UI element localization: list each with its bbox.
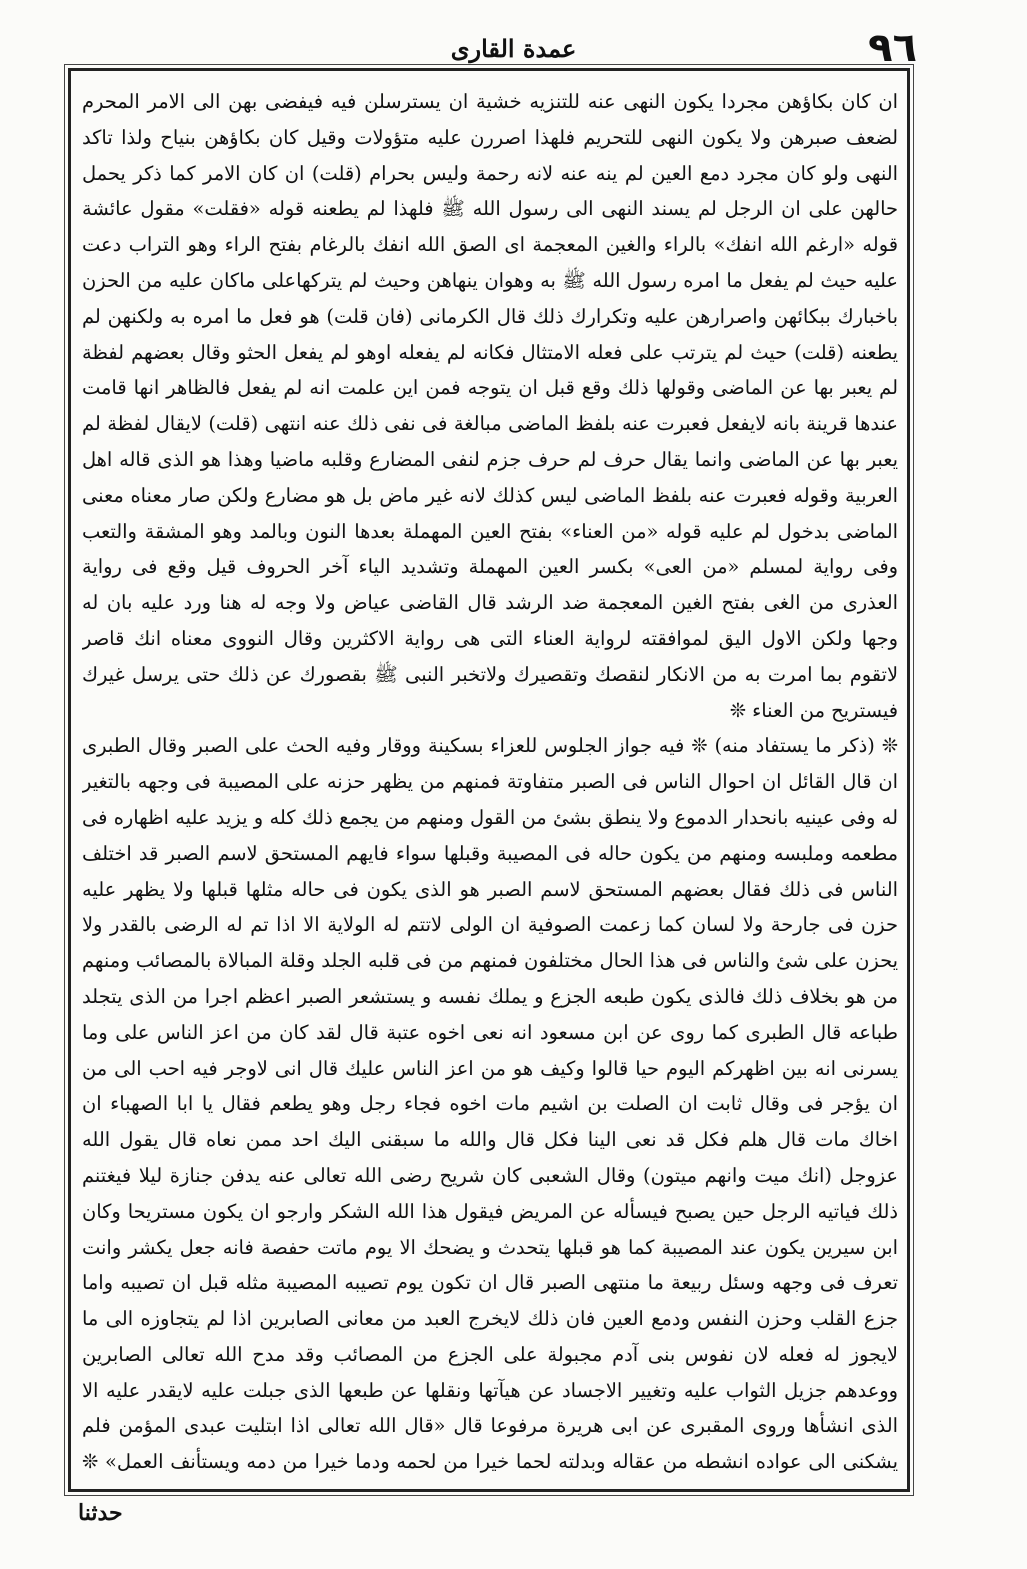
commentary-text-block <box>82 84 898 1482</box>
benefits-paragraph: ❊ (ذكر ما يستفاد منه) ❊ فيه جواز الجلوس للعزاء بسكينة ووقار وفيه الحث على الصبر وقال الطبرى ان قال القائل ان احوال الناس فى الصبر متفاوتة فمنهم من يظهر حزنه على المصيبة فى وجهه بالتغير له وفى عينيه بانحدار الدموع ولا ينطق بشئ من القول ومنهم من يجمع ذلك كله و يزيد عليه اظهاره فى مطعمه وملبسه ومنهم من يكون حاله فى المصيبة وقبلها سواء فايهم المستحق لاسم الصبر قد اختلف الناس فى ذلك فقال بعضهم المستحق لاسم الصبر هو الذى يكون فى حاله مثلها قبلها ولا يظهر عليه حزن فى جارحة ولا لسان كما زعمت الصوفية ان الولى لاتتم له الولاية الا اذا تم له الرضى بالقدر ولا يحزن على شئ والناس فى هذا الحال مختلفون فمنهم من فى قلبه الجلد وقلة المبالاة بالمصائب ومنهم من هو بخلاف ذلك فالذى يكون طبعه الجزع و يملك نفسه و يستشعر الصبر اعظم اجرا من الذى يتجلد طباعه قال الطبرى كما روى عن ابن مسعود انه نعى اخوه عتبة قال لقد كان من اعز الناس على وما يسرنى انه بين اظهركم اليوم حيا قالوا وكيف هو من اعز الناس عليك قال انى لاوجر فيه احب الى من ان يؤجر فى وقال ثابت ان الصلت بن اشيم مات اخوه فجاء رجل وهو يطعم فقال يا ابا الصهباء ان اخاك مات قال هلم فكل قد نعى الينا فكل قال والله ما سبقنى اليك احد ممن نعاه قال يقول الله عزوجل (انك ميت وانهم ميتون) وقال الشعبى كان شريح رضى الله تعالى عنه يدفن جنازة ليلا فيغتنم ذلك فياتيه الرجل حين يصبح فيسأله عن المريض فيقول هذا الله الشكر وارجو ان يكون مستريحا وكان ابن سيرين يكون عند المصيبة كما هو قبلها يتحدث و يضحك الا يوم ماتت حفصة فانه جعل يكشر وانت تعرف فى وجهه وسئل ربيعة ما منتهى الصبر قال ان تكون يوم تصيبه المصيبة مثله قبل ان تصيبه واما جزع القلب وحزن النفس ودمع العين فان ذلك لايخرج العبد من معانى الصابرين اذا لم يتجاوزه الى ما لايجوز له فعله لان نفوس بنى آدم مجبولة على الجزع من المصائب وقد مدح الله تعالى الصابرين ووعدهم جزيل الثواب عليه وتغيير الاجساد عن هيآتها ونقلها عن طبعها الذى جبلت عليه لايقدر عليه الا الذى انشأها وروى المقبرى عن ابى هريرة مرفوعا قال «قال الله تعالى اذا ابتليت عبدى المؤمن فلم يشكنى الى عواده انشطه من عقاله وبدلته لحما خيرا من لحمه ودما خيرا من دمه ويستأنف العمل» ❊ <box>82 734 898 1474</box>
page-header <box>0 18 1027 70</box>
catchword: حدثنا <box>78 1500 123 1526</box>
page-number: ٩٦ <box>868 25 917 71</box>
commentary-paragraph: ان كان بكاؤهن مجردا يكون النهى عنه للتنزيه خشية ان يسترسلن فيه فيفضى بهن الى الامر المحرم لضعف صبرهن ولا يكون النهى للتحريم فلهذا اصررن عليه متؤولات وقيل كان بكاؤهن بنياح ولذا تاكد النهى ولو كان مجرد دمع العين لم ينه عنه لانه رحمة وليس بحرام (قلت) ان كان الامر كما ذكر يحمل حالهن على ان الرجل لم يسند النهى الى رسول الله ﷺ فلهذا لم يطعنه قوله «فقلت» مقول عائشة قوله «ارغم الله انفك» بالراء والغين المعجمة اى الصق الله انفك بالرغام بفتح الراء وهو التراب دعت عليه حيث لم يفعل ما امره رسول الله ﷺ به وهوان ينهاهن وحيث لم يتركهاعلى ماكان عليه من الحزن باخبارك ببكائهن واصرارهن عليه وتكرارك ذلك قال الكرمانى (فان قلت) هو فعل ما امره به ولكنهن لم يطعنه (قلت) حيث لم يترتب على فعله الامتثال فكانه لم يفعله اوهو لم يفعل الحثو وقال بعضهم لفظة لم يعبر بها عن الماضى وقولها ذلك وقع قبل ان يتوجه فمن اين علمت انه لم يفعل فالظاهر انها قامت عندها قرينة بانه لايفعل فعبرت عنه بلفظ الماضى مبالغة فى نفى ذلك عنه انتهى (قلت) لايقال لفظة لم يعبر بها عن الماضى وانما يقال حرف لم حرف جزم لنفى المضارع وقلبه ماضيا وهذا هو الذى قاله اهل العربية وقوله فعبرت عنه بلفظ الماضى ليس كذلك لانه غير ماض بل هو مضارع ولكن صار معناه معنى الماضى بدخول لم عليه قوله «من العناء» بفتح العين المهملة بعدها النون وبالمد وهو المشقة والتعب وفى رواية لمسلم «من العى» بكسر العين المهملة وتشديد الياء آخر الحروف قيل وقع فى رواية العذرى من الغى بفتح الغين المعجمة ضد الرشد قال القاضى عياض ولا وجه له هنا ورد عليه بان له وجها ولكن الاول اليق لموافقته لرواية العناء التى هى رواية الاكثرين وقال النووى معناه انك قاصر لاتقوم بما امرت به من الانكار لنقصك وتقصيرك ولاتخبر النبى ﷺ بقصورك عن ذلك حتى يرسل غيرك فيستريح من العناء ❊ <box>82 90 898 722</box>
running-title: عمدة القاری <box>450 34 577 63</box>
